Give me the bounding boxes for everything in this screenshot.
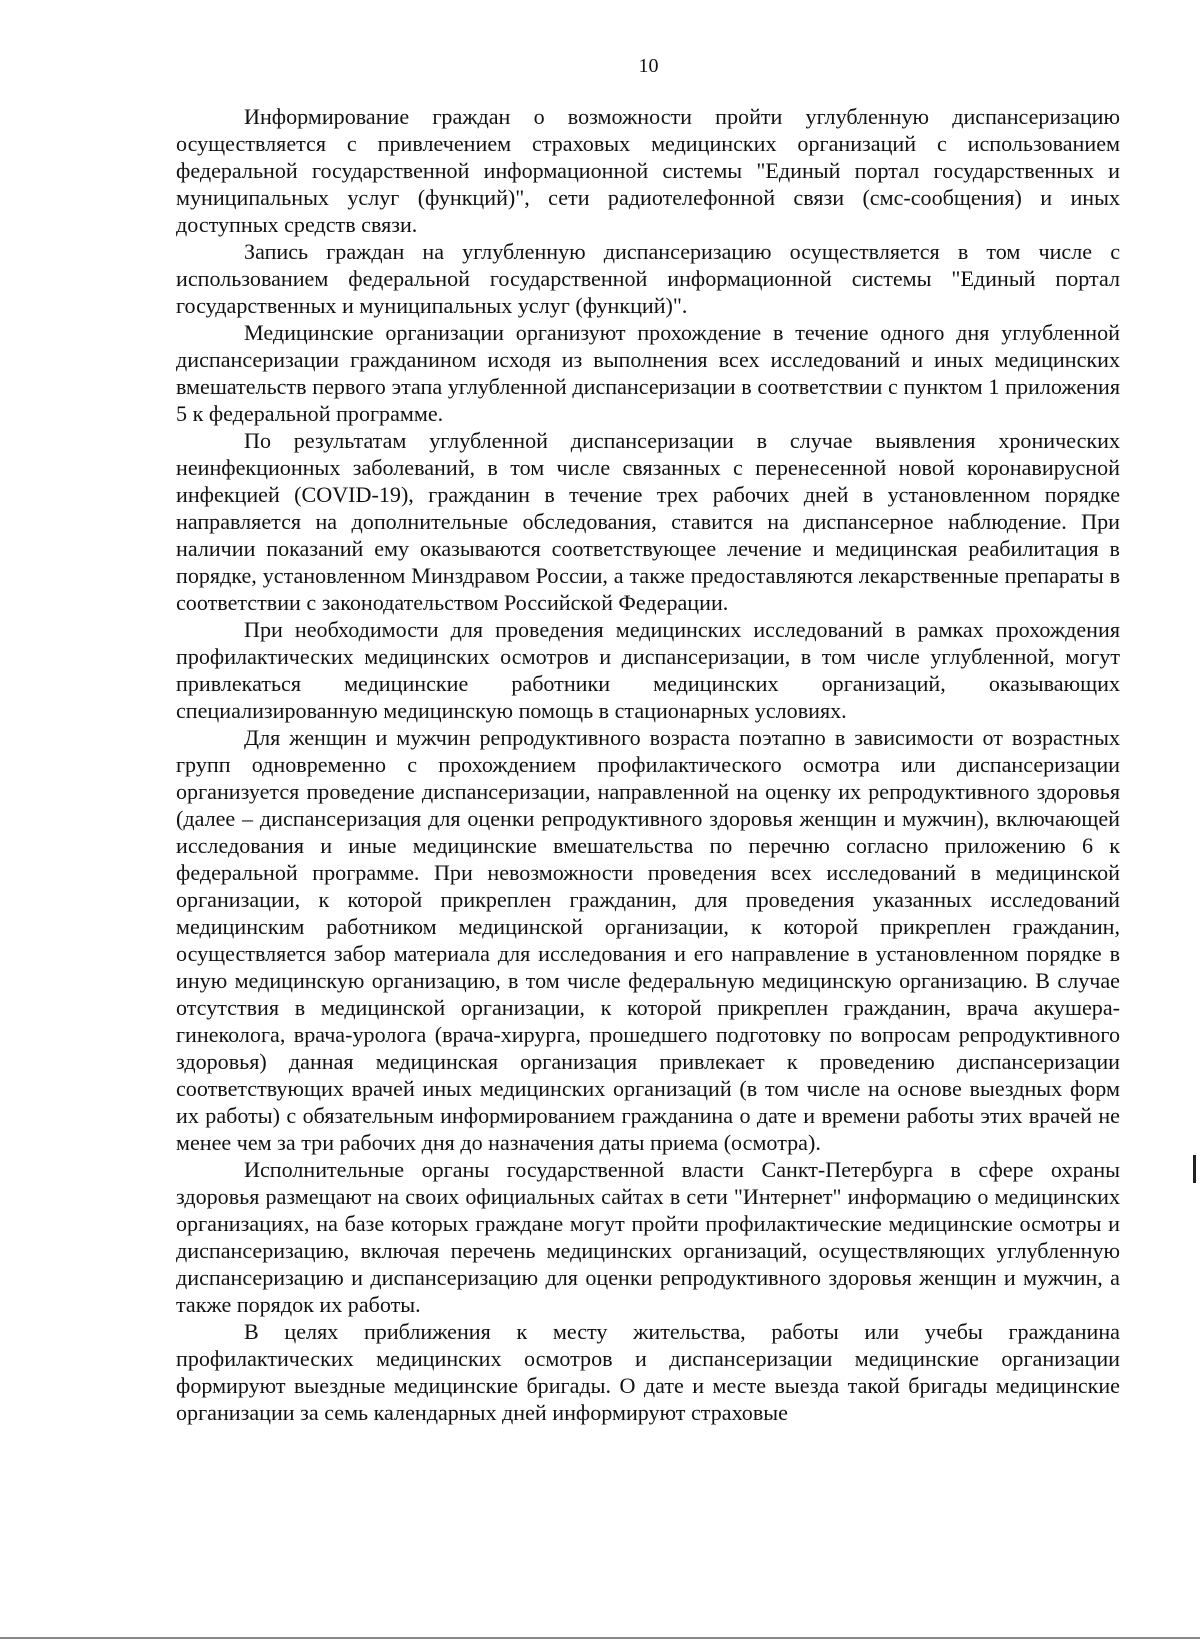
paragraph-specialists: При необходимости для проведения медицинских исследований в рамках прохождения профилактических медицинских осмотров и диспансеризации, в том числе углубленной, могут привлекаться медицинские работники медицинских организаций, оказывающих специализированную медицинскую помощь в стационарных условиях. [176,617,1120,723]
paragraph-results: По результатам углубленной диспансеризации в случае выявления хронических неинфекционных заболеваний, в том числе связанных с перенесенной новой коронавирусной инфекцией (COVID-19), гражданин в течение трех рабочих дней в установленном порядке направляется на дополнительные обследования, ставится на диспансерное наблюдение. При наличии показаний ему оказываются соответствующее лечение и медицинская реабилитация в порядке, установленном Минздравом России, а также предоставляются лекарственные препараты в соответствии с законодательством Российской Федерации. [176,428,1120,615]
paragraph-informing: Информирование граждан о возможности пройти углубленную диспансеризацию осуществляется с привлечением страховых медицинских организаций с использованием федеральной государственной информационной системы "Единый портал государственных и муниципальных услуг (функций)", сети радиотелефонной связи (смс-сообщения) и иных доступных средств связи. [176,104,1120,237]
paragraph-mobile-teams: В целях приближения к месту жительства, работы или учебы гражданина профилактических медицинских осмотров и диспансеризации медицинские организации формируют выездные медицинские бригады. О дате и месте выезда такой бригады медицинские организации за семь календарных дней информируют страховые [176,1319,1120,1425]
scan-bottom-line [0,1637,1200,1639]
paragraph-reproductive-health: Для женщин и мужчин репродуктивного возраста поэтапно в зависимости от возрастных групп одновременно с прохождением профилактического осмотра или диспансеризации организуется проведение диспансеризации, направленной на оценку их репродуктивного здоровья (далее – диспансеризация для оценки репродуктивного здоровья женщин и мужчин), включающей исследования и иные медицинские вмешательства по перечню согласно приложению 6 к федеральной программе. При невозможности проведения всех исследований в медицинской организации, к которой прикреплен гражданин, для проведения указанных исследований медицинским работником медицинской организации, к которой прикреплен гражданин, осуществляется забор материала для исследования и его направление в установленном порядке в иную медицинскую организацию, в том числе федеральную медицинскую организацию. В случае отсутствия в медицинской организации, к которой прикреплен гражданин, врача акушера-гинеколога, врача-уролога (врача-хирурга, прошедшего подготовку по вопросам репродуктивного здоровья) данная медицинская организация привлекает к проведению диспансеризации соответствующих врачей иных медицинских организаций (в том числе на основе выездных форм их работы) с обязательным информированием гражданина о дате и времени работы этих врачей не менее чем за три рабочих дня до назначения даты приема (осмотра). [176,725,1120,1155]
paragraph-registration: Запись граждан на углубленную диспансеризацию осуществляется в том числе с использованием федеральной государственной информационной системы "Единый портал государственных и муниципальных услуг (функций)". [176,239,1120,318]
document-body [176,103,1120,1426]
page-number: 10 [638,55,659,77]
scan-edge-mark [1193,1155,1196,1183]
paragraph-one-day-exam: Медицинские организации организуют прохождение в течение одного дня углубленной диспансеризации гражданином исходя из выполнения всех исследований и иных медицинских вмешательств первого этапа углубленной диспансеризации в соответствии с пунктом 1 приложения 5 к федеральной программе. [176,320,1120,426]
paragraph-executive-bodies: Исполнительные органы государственной власти Санкт-Петербурга в сфере охраны здоровья размещают на своих официальных сайтах в сети "Интернет" информацию о медицинских организациях, на базе которых граждане могут пройти профилактические медицинские осмотры и диспансеризацию, включая перечень медицинских организаций, осуществляющих углубленную диспансеризацию и диспансеризацию для оценки репродуктивного здоровья женщин и мужчин, а также порядок их работы. [176,1157,1120,1317]
